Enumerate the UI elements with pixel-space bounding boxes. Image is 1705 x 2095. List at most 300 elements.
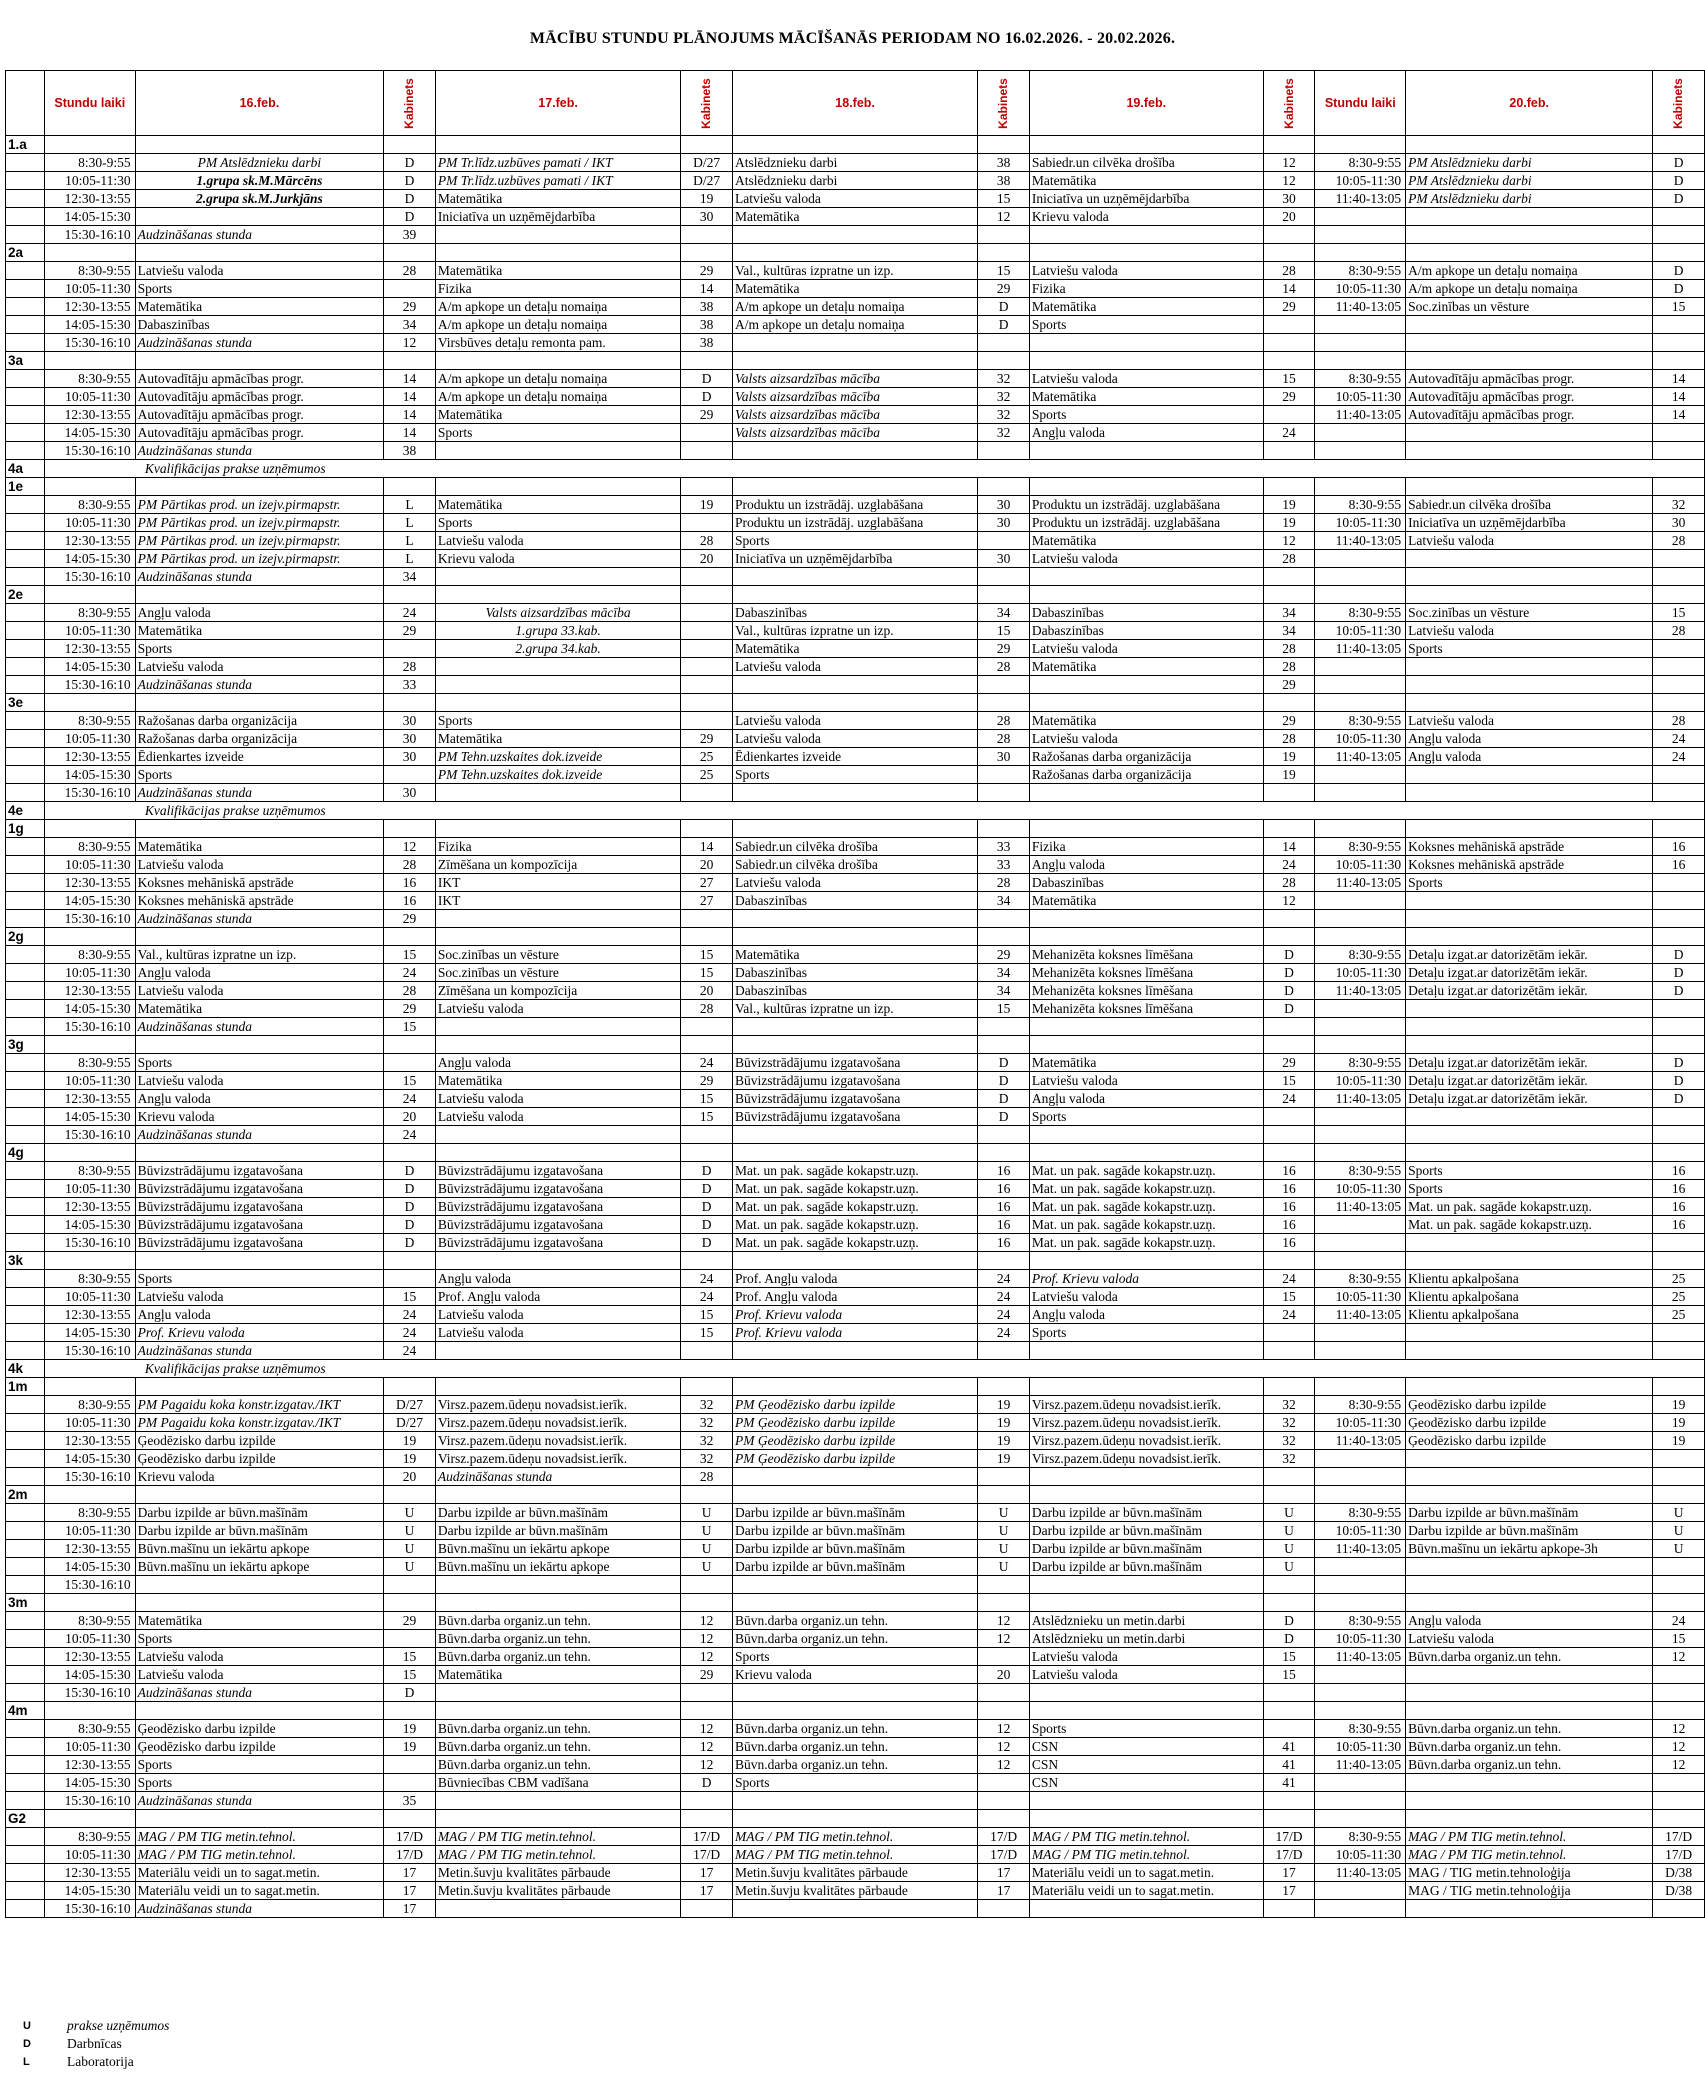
table-row: [6, 1018, 1705, 1036]
room-fri: D/38: [1653, 1882, 1705, 1900]
class-gutter: [6, 550, 45, 568]
subject-thu: [1029, 1342, 1263, 1360]
room-mon: D: [384, 1684, 436, 1702]
table-row: [6, 514, 1705, 532]
class-gutter: [6, 1756, 45, 1774]
subject-thu: Angļu valoda: [1029, 1306, 1263, 1324]
legend-row: [5, 2053, 171, 2071]
lesson-time: 14:05-15:30: [44, 892, 135, 910]
lesson-time-fri: 8:30-9:55: [1315, 838, 1406, 856]
class-label: 3a: [6, 352, 45, 370]
subject-tue: Būvn.mašīnu un iekārtu apkope: [435, 1540, 680, 1558]
empty-cell: [978, 820, 1030, 838]
lesson-time: 12:30-13:55: [44, 190, 135, 208]
room-mon: 17/D: [384, 1846, 436, 1864]
empty-cell: [1406, 1810, 1653, 1828]
subject-fri: A/m apkope un detaļu nomaiņa: [1406, 262, 1653, 280]
lesson-time-fri: [1315, 784, 1406, 802]
subject-mon: PM Pārtikas prod. un izejv.pirmapstr.: [135, 550, 383, 568]
empty-cell: [732, 1486, 977, 1504]
room-wed: 32: [978, 388, 1030, 406]
room-thu: D: [1263, 982, 1315, 1000]
room-mon: D/27: [384, 1396, 436, 1414]
subject-fri: Klientu apkalpošana: [1406, 1306, 1653, 1324]
subject-thu: Matemātika: [1029, 892, 1263, 910]
room-fri: D: [1653, 280, 1705, 298]
empty-cell: [681, 1378, 733, 1396]
room-mon: 20: [384, 1468, 436, 1486]
subject-wed: PM Ģeodēzisko darbu izpilde: [732, 1414, 977, 1432]
lesson-time: 10:05-11:30: [44, 514, 135, 532]
subject-wed: [732, 1900, 977, 1918]
class-gutter: [6, 1684, 45, 1702]
room-fri: D: [1653, 964, 1705, 982]
room-thu: D: [1263, 1000, 1315, 1018]
subject-thu: Sports: [1029, 1108, 1263, 1126]
room-mon: 39: [384, 226, 436, 244]
room-mon: 29: [384, 1000, 436, 1018]
subject-fri: Iniciatīva un uzņēmējdarbība: [1406, 514, 1653, 532]
subject-thu: Sports: [1029, 316, 1263, 334]
room-fri: 25: [1653, 1288, 1705, 1306]
room-fri: 16: [1653, 1180, 1705, 1198]
room-mon: [384, 1576, 436, 1594]
room-mon: 29: [384, 1612, 436, 1630]
subject-thu: Darbu izpilde ar būvn.mašīnām: [1029, 1540, 1263, 1558]
room-mon: 15: [384, 1666, 436, 1684]
room-thu: 32: [1263, 1450, 1315, 1468]
subject-mon: Sports: [135, 1774, 383, 1792]
empty-cell: [732, 1702, 977, 1720]
class-gutter: [6, 334, 45, 352]
subject-wed: [732, 1126, 977, 1144]
room-mon: D: [384, 190, 436, 208]
lesson-time-fri: 10:05-11:30: [1315, 1630, 1406, 1648]
lesson-time-fri: 10:05-11:30: [1315, 280, 1406, 298]
room-thu: [1263, 568, 1315, 586]
legend-text: Laboratorija: [67, 2054, 134, 2069]
lesson-time-fri: 11:40-13:05: [1315, 532, 1406, 550]
subject-thu: [1029, 1684, 1263, 1702]
class-gutter: [6, 1198, 45, 1216]
subject-fri: [1406, 1774, 1653, 1792]
subject-tue: Būvizstrādājumu izgatavošana: [435, 1234, 680, 1252]
room-thu: U: [1263, 1522, 1315, 1540]
room-mon: 28: [384, 856, 436, 874]
room-thu: 19: [1263, 766, 1315, 784]
room-tue: [681, 514, 733, 532]
empty-cell: [681, 820, 733, 838]
lesson-time-fri: [1315, 1666, 1406, 1684]
subject-thu: Atslēdznieku un metin.darbi: [1029, 1612, 1263, 1630]
room-tue: [681, 1018, 733, 1036]
room-mon: 30: [384, 730, 436, 748]
lesson-time: 12:30-13:55: [44, 1648, 135, 1666]
subject-thu: Mehanizēta koksnes līmēšana: [1029, 964, 1263, 982]
lesson-time: 15:30-16:10: [44, 1900, 135, 1918]
subject-mon: Latviešu valoda: [135, 262, 383, 280]
room-tue: 20: [681, 856, 733, 874]
room-fri: [1653, 442, 1705, 460]
room-thu: 29: [1263, 388, 1315, 406]
subject-fri: [1406, 1324, 1653, 1342]
room-fri: D: [1653, 172, 1705, 190]
subject-wed: [732, 334, 977, 352]
empty-cell: [732, 352, 977, 370]
room-thu: 16: [1263, 1198, 1315, 1216]
subject-tue: Matemātika: [435, 1666, 680, 1684]
room-fri: 24: [1653, 1612, 1705, 1630]
empty-cell: [1263, 694, 1315, 712]
subject-mon: Audzināšanas stunda: [135, 1900, 383, 1918]
empty-cell: [1315, 478, 1406, 496]
empty-cell: [1406, 928, 1653, 946]
room-wed: 32: [978, 406, 1030, 424]
lesson-time: 10:05-11:30: [44, 1846, 135, 1864]
room-tue: 32: [681, 1414, 733, 1432]
subject-thu: Atslēdznieku un metin.darbi: [1029, 1630, 1263, 1648]
room-thu: 17: [1263, 1882, 1315, 1900]
room-wed: 34: [978, 964, 1030, 982]
subject-wed: [732, 568, 977, 586]
subject-tue: Latviešu valoda: [435, 1324, 680, 1342]
subject-fri: [1406, 1558, 1653, 1576]
class-gutter: [6, 1180, 45, 1198]
lesson-time-fri: 10:05-11:30: [1315, 172, 1406, 190]
lesson-time-fri: 11:40-13:05: [1315, 406, 1406, 424]
lesson-time: 12:30-13:55: [44, 1540, 135, 1558]
class-label: 3k: [6, 1252, 45, 1270]
class-gutter: [6, 1018, 45, 1036]
room-thu: [1263, 1468, 1315, 1486]
subject-thu: Mat. un pak. sagāde kokapstr.uzņ.: [1029, 1234, 1263, 1252]
subject-tue: Zīmēšana un kompozīcija: [435, 982, 680, 1000]
room-mon: 14: [384, 406, 436, 424]
subject-wed: Mat. un pak. sagāde kokapstr.uzņ.: [732, 1198, 977, 1216]
subject-mon: 2.grupa sk.M.Jurkjāns: [135, 190, 383, 208]
empty-cell: [1029, 1144, 1263, 1162]
empty-cell: [681, 694, 733, 712]
room-wed: [978, 226, 1030, 244]
room-fri: 14: [1653, 406, 1705, 424]
table-row: [6, 892, 1705, 910]
empty-cell: [681, 352, 733, 370]
subject-wed: Latviešu valoda: [732, 712, 977, 730]
subject-fri: Būvn.mašīnu un iekārtu apkope-3h: [1406, 1540, 1653, 1558]
schedule-body: [6, 136, 1705, 1918]
class-header-row: [6, 820, 1705, 838]
subject-tue: Būvizstrādājumu izgatavošana: [435, 1180, 680, 1198]
room-fri: 19: [1653, 1396, 1705, 1414]
subject-fri: Detaļu izgat.ar datorizētām iekār.: [1406, 982, 1653, 1000]
subject-wed: Būvizstrādājumu izgatavošana: [732, 1090, 977, 1108]
room-tue: [681, 622, 733, 640]
subject-thu: [1029, 1018, 1263, 1036]
room-tue: 12: [681, 1756, 733, 1774]
room-tue: [681, 658, 733, 676]
lesson-time-fri: [1315, 568, 1406, 586]
lesson-time: 12:30-13:55: [44, 982, 135, 1000]
subject-fri: Mat. un pak. sagāde kokapstr.uzņ.: [1406, 1198, 1653, 1216]
room-tue: 29: [681, 1666, 733, 1684]
empty-cell: [978, 478, 1030, 496]
room-wed: 16: [978, 1162, 1030, 1180]
room-thu: 32: [1263, 1414, 1315, 1432]
header-day-thu: 19.feb.: [1029, 71, 1263, 136]
room-thu: 17: [1263, 1864, 1315, 1882]
empty-cell: [681, 1702, 733, 1720]
class-gutter: [6, 1774, 45, 1792]
subject-tue: Fizika: [435, 838, 680, 856]
room-mon: [384, 766, 436, 784]
empty-cell: [1029, 694, 1263, 712]
subject-fri: [1406, 550, 1653, 568]
subject-mon: Audzināšanas stunda: [135, 784, 383, 802]
empty-cell: [681, 928, 733, 946]
table-row: [6, 1558, 1705, 1576]
empty-cell: [44, 1144, 135, 1162]
room-fri: 28: [1653, 622, 1705, 640]
class-gutter: [6, 1090, 45, 1108]
class-label: 3g: [6, 1036, 45, 1054]
room-fri: 16: [1653, 838, 1705, 856]
subject-wed: PM Ģeodēzisko darbu izpilde: [732, 1450, 977, 1468]
room-mon: D/27: [384, 1414, 436, 1432]
room-fri: 12: [1653, 1648, 1705, 1666]
lesson-time-fri: 11:40-13:05: [1315, 1090, 1406, 1108]
empty-cell: [1029, 478, 1263, 496]
room-thu: [1263, 910, 1315, 928]
class-header-row: [6, 928, 1705, 946]
table-row: [6, 1720, 1705, 1738]
room-fri: 19: [1653, 1432, 1705, 1450]
subject-tue: Būvn.darba organiz.un tehn.: [435, 1612, 680, 1630]
room-fri: [1653, 226, 1705, 244]
lesson-time: 14:05-15:30: [44, 1666, 135, 1684]
subject-thu: Dabaszinības: [1029, 604, 1263, 622]
empty-cell: [384, 1378, 436, 1396]
room-thu: 34: [1263, 604, 1315, 622]
table-row: [6, 496, 1705, 514]
room-fri: D: [1653, 190, 1705, 208]
empty-cell: [1315, 928, 1406, 946]
room-tue: 12: [681, 1648, 733, 1666]
subject-mon: Autovadītāju apmācības progr.: [135, 388, 383, 406]
subject-wed: Prof. Krievu valoda: [732, 1306, 977, 1324]
lesson-time-fri: [1315, 766, 1406, 784]
subject-tue: [435, 1576, 680, 1594]
subject-thu: Krievu valoda: [1029, 208, 1263, 226]
subject-wed: Latviešu valoda: [732, 658, 977, 676]
subject-mon: Val., kultūras izpratne un izp.: [135, 946, 383, 964]
class-gutter: [6, 784, 45, 802]
room-tue: D: [681, 1198, 733, 1216]
subject-fri: [1406, 910, 1653, 928]
subject-fri: Būvn.darba organiz.un tehn.: [1406, 1720, 1653, 1738]
subject-tue: Metin.šuvju kvalitātes pārbaude: [435, 1864, 680, 1882]
room-tue: [681, 640, 733, 658]
room-thu: [1263, 226, 1315, 244]
subject-mon: Audzināšanas stunda: [135, 676, 383, 694]
empty-cell: [384, 244, 436, 262]
room-mon: 30: [384, 712, 436, 730]
empty-cell: [1406, 820, 1653, 838]
room-wed: 28: [978, 712, 1030, 730]
subject-wed: [732, 784, 977, 802]
empty-cell: [1029, 928, 1263, 946]
legend-text: Darbnīcas: [67, 2036, 122, 2051]
room-tue: 38: [681, 334, 733, 352]
subject-thu: [1029, 568, 1263, 586]
class-header-row: [6, 1594, 1705, 1612]
subject-wed: [732, 676, 977, 694]
empty-cell: [681, 1036, 733, 1054]
empty-cell: [44, 1252, 135, 1270]
class-gutter: [6, 910, 45, 928]
subject-thu: [1029, 442, 1263, 460]
room-fri: D: [1653, 1072, 1705, 1090]
class-label: 2m: [6, 1486, 45, 1504]
subject-wed: Darbu izpilde ar būvn.mašīnām: [732, 1540, 977, 1558]
class-gutter: [6, 1900, 45, 1918]
subject-thu: Angļu valoda: [1029, 1090, 1263, 1108]
subject-fri: Autovadītāju apmācības progr.: [1406, 406, 1653, 424]
room-fri: 16: [1653, 856, 1705, 874]
subject-wed: Iniciatīva un uzņēmējdarbība: [732, 550, 977, 568]
lesson-time: 14:05-15:30: [44, 658, 135, 676]
subject-tue: 2.grupa 34.kab.: [435, 640, 680, 658]
subject-thu: Matemātika: [1029, 172, 1263, 190]
empty-cell: [384, 586, 436, 604]
class-gutter: [6, 442, 45, 460]
subject-fri: Sports: [1406, 874, 1653, 892]
room-tue: 17/D: [681, 1846, 733, 1864]
subject-thu: Ražošanas darba organizācija: [1029, 748, 1263, 766]
subject-thu: Latviešu valoda: [1029, 1648, 1263, 1666]
subject-wed: Dabaszinības: [732, 982, 977, 1000]
subject-fri: Detaļu izgat.ar datorizētām iekār.: [1406, 1090, 1653, 1108]
subject-thu: Sports: [1029, 1720, 1263, 1738]
lesson-time-fri: [1315, 910, 1406, 928]
room-mon: D: [384, 1234, 436, 1252]
room-mon: [384, 280, 436, 298]
subject-wed: Val., kultūras izpratne un izp.: [732, 262, 977, 280]
room-tue: 15: [681, 964, 733, 982]
subject-wed: Dabaszinības: [732, 964, 977, 982]
empty-cell: [1315, 244, 1406, 262]
room-wed: 32: [978, 424, 1030, 442]
subject-wed: Krievu valoda: [732, 1666, 977, 1684]
empty-cell: [1315, 1594, 1406, 1612]
room-mon: D: [384, 1216, 436, 1234]
subject-tue: Angļu valoda: [435, 1054, 680, 1072]
subject-fri: Sports: [1406, 1180, 1653, 1198]
lesson-time-fri: [1315, 1324, 1406, 1342]
empty-cell: [384, 1810, 436, 1828]
subject-fri: Angļu valoda: [1406, 730, 1653, 748]
empty-cell: [1406, 1486, 1653, 1504]
lesson-time: 10:05-11:30: [44, 172, 135, 190]
room-thu: [1263, 406, 1315, 424]
lesson-time-fri: [1315, 1450, 1406, 1468]
subject-wed: Būvn.darba organiz.un tehn.: [732, 1630, 977, 1648]
room-tue: 15: [681, 1090, 733, 1108]
class-gutter: [6, 730, 45, 748]
room-mon: 28: [384, 982, 436, 1000]
room-fri: [1653, 1558, 1705, 1576]
subject-mon: Dabaszinības: [135, 316, 383, 334]
subject-mon: Audzināšanas stunda: [135, 1792, 383, 1810]
subject-mon: Ģeodēzisko darbu izpilde: [135, 1738, 383, 1756]
room-mon: 16: [384, 874, 436, 892]
room-wed: D: [978, 1054, 1030, 1072]
lesson-time-fri: 10:05-11:30: [1315, 1072, 1406, 1090]
subject-fri: Būvn.darba organiz.un tehn.: [1406, 1648, 1653, 1666]
room-tue: 24: [681, 1270, 733, 1288]
lesson-time-fri: 8:30-9:55: [1315, 1396, 1406, 1414]
subject-thu: [1029, 1792, 1263, 1810]
empty-cell: [384, 1252, 436, 1270]
subject-mon: Ražošanas darba organizācija: [135, 730, 383, 748]
room-thu: 16: [1263, 1216, 1315, 1234]
lesson-time-fri: 11:40-13:05: [1315, 982, 1406, 1000]
empty-cell: [681, 244, 733, 262]
table-row: [6, 964, 1705, 982]
room-thu: 15: [1263, 1666, 1315, 1684]
table-row: [6, 1072, 1705, 1090]
class-gutter: [6, 1630, 45, 1648]
room-mon: U: [384, 1540, 436, 1558]
table-row: [6, 1216, 1705, 1234]
subject-tue: [435, 1018, 680, 1036]
room-wed: [978, 442, 1030, 460]
subject-thu: Latviešu valoda: [1029, 262, 1263, 280]
subject-wed: [732, 226, 977, 244]
room-tue: 38: [681, 298, 733, 316]
room-tue: 29: [681, 1072, 733, 1090]
class-label: 2a: [6, 244, 45, 262]
empty-cell: [435, 1702, 680, 1720]
subject-wed: [732, 442, 977, 460]
lesson-time: 15:30-16:10: [44, 1018, 135, 1036]
subject-wed: Būvn.darba organiz.un tehn.: [732, 1720, 977, 1738]
empty-cell: [732, 1252, 977, 1270]
subject-tue: PM Tr.līdz.uzbūves pamati / IKT: [435, 172, 680, 190]
lesson-time: 8:30-9:55: [44, 838, 135, 856]
room-wed: 17: [978, 1882, 1030, 1900]
subject-thu: [1029, 1900, 1263, 1918]
subject-tue: Virsz.pazem.ūdeņu novadsist.ierīk.: [435, 1396, 680, 1414]
subject-fri: Koksnes mehāniskā apstrāde: [1406, 856, 1653, 874]
room-mon: L: [384, 532, 436, 550]
room-mon: 34: [384, 316, 436, 334]
lesson-time-fri: [1315, 550, 1406, 568]
subject-mon: Būvizstrādājumu izgatavošana: [135, 1234, 383, 1252]
room-wed: 16: [978, 1180, 1030, 1198]
empty-cell: [1406, 244, 1653, 262]
subject-wed: Būvn.darba organiz.un tehn.: [732, 1738, 977, 1756]
class-gutter: [6, 1468, 45, 1486]
lesson-time: 10:05-11:30: [44, 1288, 135, 1306]
empty-cell: [384, 694, 436, 712]
empty-cell: [1263, 586, 1315, 604]
class-gutter: [6, 316, 45, 334]
lesson-time: 8:30-9:55: [44, 1270, 135, 1288]
room-mon: [384, 1054, 436, 1072]
empty-cell: [135, 1594, 383, 1612]
empty-cell: [1653, 694, 1705, 712]
subject-fri: Latviešu valoda: [1406, 622, 1653, 640]
